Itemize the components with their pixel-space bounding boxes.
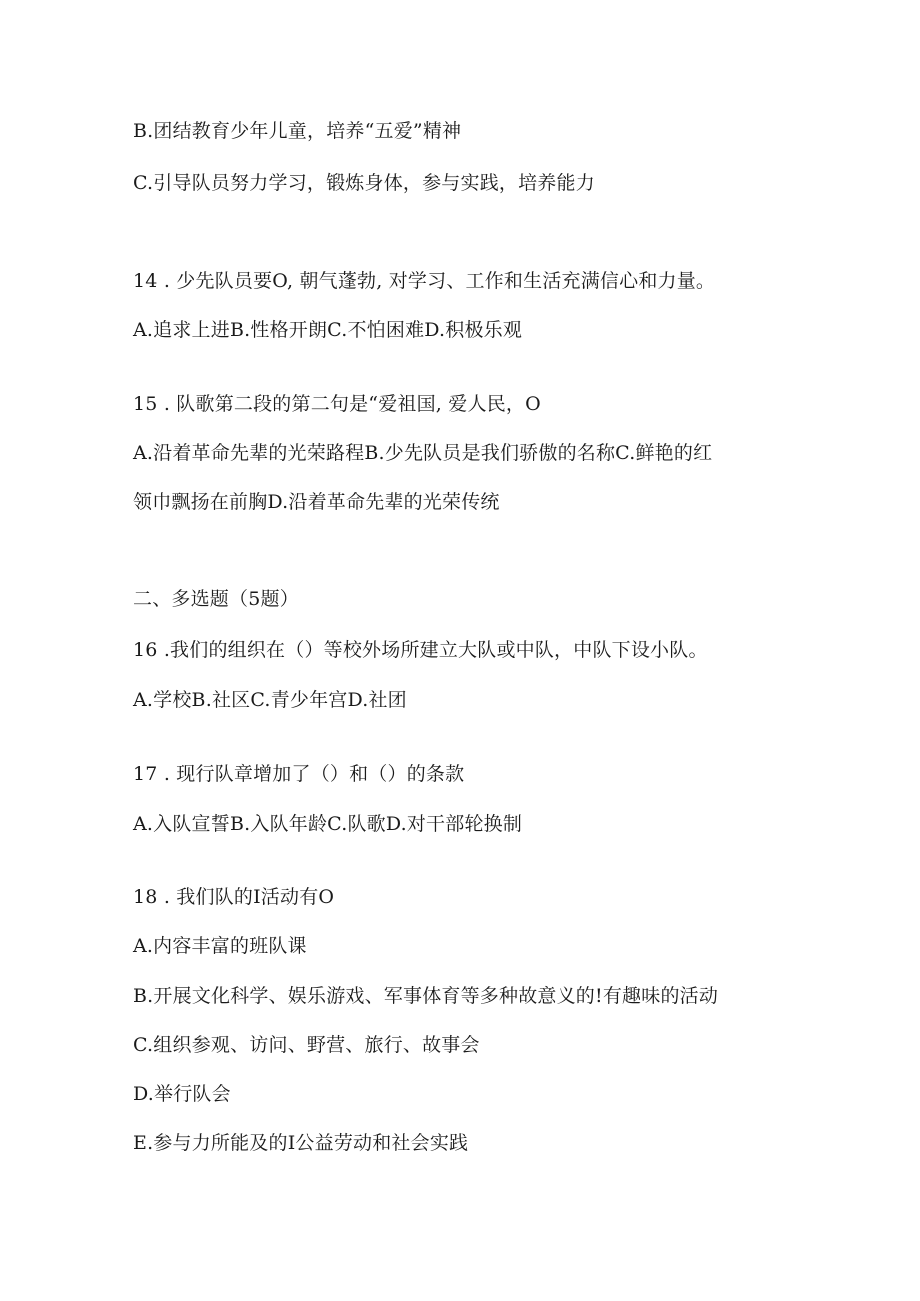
options-q15-line2: 领巾飘扬在前胸D.沿着革命先辈的光荣传统 xyxy=(133,491,500,513)
option-c-q13: C.引导队员努力学习，锻炼身体，参与实践，培养能力 xyxy=(133,172,595,194)
option-e-q18: E.参与力所能及的I公益劳动和社会实践 xyxy=(133,1132,469,1154)
option-d-q18: D.举行队会 xyxy=(133,1083,231,1105)
section-heading-multiple-choice: 二、多选题（5题） xyxy=(133,588,299,610)
option-b-q13: B.团结教育少年儿童，培养“五爱”精神 xyxy=(133,120,462,142)
option-a-q18: A.内容丰富的班队课 xyxy=(133,935,307,957)
options-q14: A.追求上进B.性格开朗C.不怕困难D.积极乐观 xyxy=(133,319,523,341)
question-17: 17 . 现行队章增加了（）和（）的条款 xyxy=(133,763,465,785)
question-16: 16 .我们的组织在（）等校外场所建立大队或中队，中队下设小队。 xyxy=(133,639,708,661)
option-b-q18: B.开展文化科学、娱乐游戏、军事体育等多种故意义的!有趣味的活动 xyxy=(133,985,719,1007)
question-14: 14 . 少先队员要O, 朝气蓬勃, 对学习、工作和生活充满信心和力量。 xyxy=(133,270,716,292)
question-15: 15 . 队歌第二段的第二句是“爱祖国, 爱人民，O xyxy=(133,393,541,415)
question-18: 18 . 我们队的I活动有O xyxy=(133,886,335,908)
options-q17: A.入队宣誓B.入队年龄C.队歌D.对干部轮换制 xyxy=(133,813,523,835)
options-q16: A.学校B.社区C.青少年宫D.社团 xyxy=(133,689,407,711)
option-c-q18: C.组织参观、访问、野营、旅行、故事会 xyxy=(133,1034,480,1056)
options-q15-line1: A.沿着革命先辈的光荣路程B.少先队员是我们骄傲的名称C.鲜艳的红 xyxy=(133,442,713,464)
